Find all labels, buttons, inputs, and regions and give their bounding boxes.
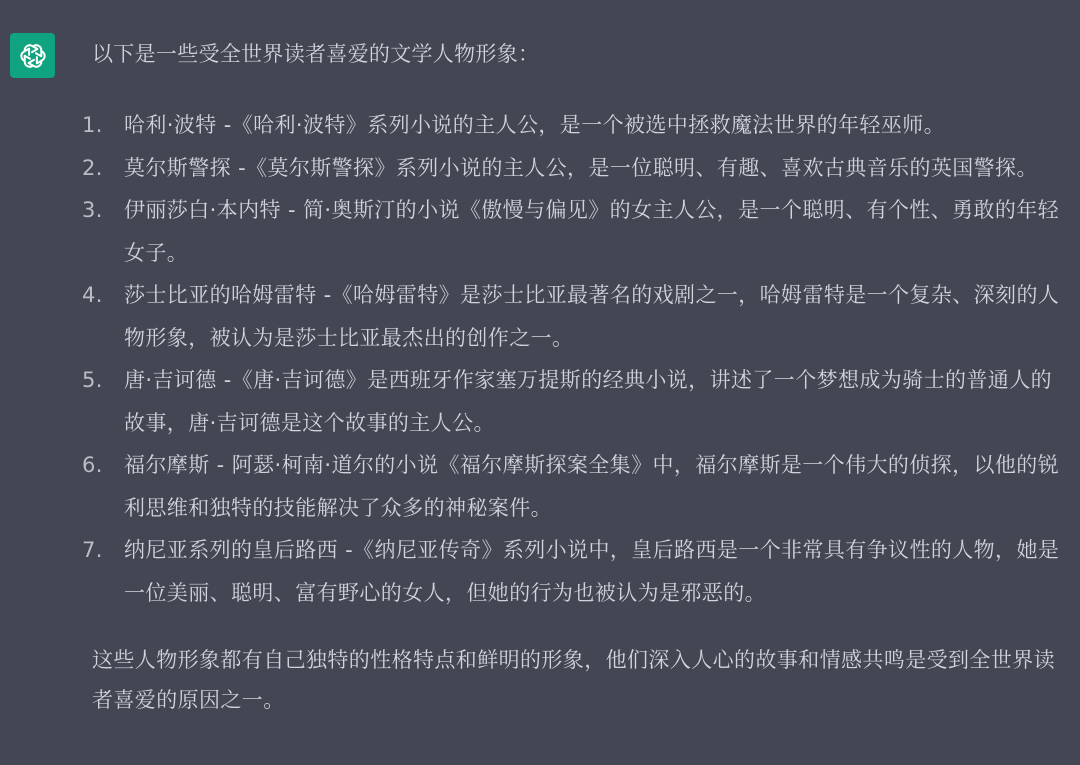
- list-item: [82, 529, 1067, 614]
- list-item: [82, 104, 1067, 147]
- list-number: 4.: [82, 283, 103, 307]
- list-item: [82, 444, 1067, 529]
- list-item-text: 莎士比亚的哈姆雷特 -《哈姆雷特》是莎士比亚最著名的戏剧之一，哈姆雷特是一个复杂、深刻的人物形象，被认为是莎士比亚最杰出的创作之一。: [124, 283, 1060, 350]
- list-item: [82, 147, 1067, 190]
- list-number: 6.: [82, 453, 103, 477]
- list-number: 5.: [82, 368, 103, 392]
- message-content: [82, 34, 1067, 720]
- list-item-text: 唐·吉诃德 -《唐·吉诃德》是西班牙作家塞万提斯的经典小说，讲述了一个梦想成为骑士的普通人的故事，唐·吉诃德是这个故事的主人公。: [124, 368, 1052, 435]
- openai-logo-icon: [17, 40, 49, 72]
- list-item: [82, 274, 1067, 359]
- message-intro: 以下是一些受全世界读者喜爱的文学人物形象：: [92, 42, 540, 66]
- list-number: 3.: [82, 198, 103, 222]
- character-list: [82, 104, 1067, 614]
- list-item: [82, 189, 1067, 274]
- list-item: [82, 359, 1067, 444]
- list-item-text: 伊丽莎白·本内特 - 简·奥斯汀的小说《傲慢与偏见》的女主人公，是一个聪明、有个性、勇敢的年轻女子。: [124, 198, 1060, 265]
- assistant-avatar: [10, 33, 55, 78]
- list-item-text: 哈利·波特 -《哈利·波特》系列小说的主人公，是一个被选中拯救魔法世界的年轻巫师。: [124, 113, 945, 137]
- list-item-text: 莫尔斯警探 -《莫尔斯警探》系列小说的主人公，是一位聪明、有趣、喜欢古典音乐的英国警探。: [124, 155, 1038, 180]
- message-outro: 这些人物形象都有自己独特的性格特点和鲜明的形象，他们深入人心的故事和情感共鸣是受到全世界读者喜爱的原因之一。: [92, 648, 1055, 712]
- list-number: 2.: [82, 155, 103, 180]
- list-item-text: 福尔摩斯 - 阿瑟·柯南·道尔的小说《福尔摩斯探案全集》中，福尔摩斯是一个伟大的侦探，以他的锐利思维和独特的技能解决了众多的神秘案件。: [124, 453, 1060, 520]
- list-number: 1.: [82, 113, 103, 137]
- list-item-text: 纳尼亚系列的皇后路西 -《纳尼亚传奇》系列小说中，皇后路西是一个非常具有争议性的人物，她是一位美丽、聪明、富有野心的女人，但她的行为也被认为是邪恶的。: [124, 538, 1060, 605]
- list-number: 7.: [82, 538, 103, 562]
